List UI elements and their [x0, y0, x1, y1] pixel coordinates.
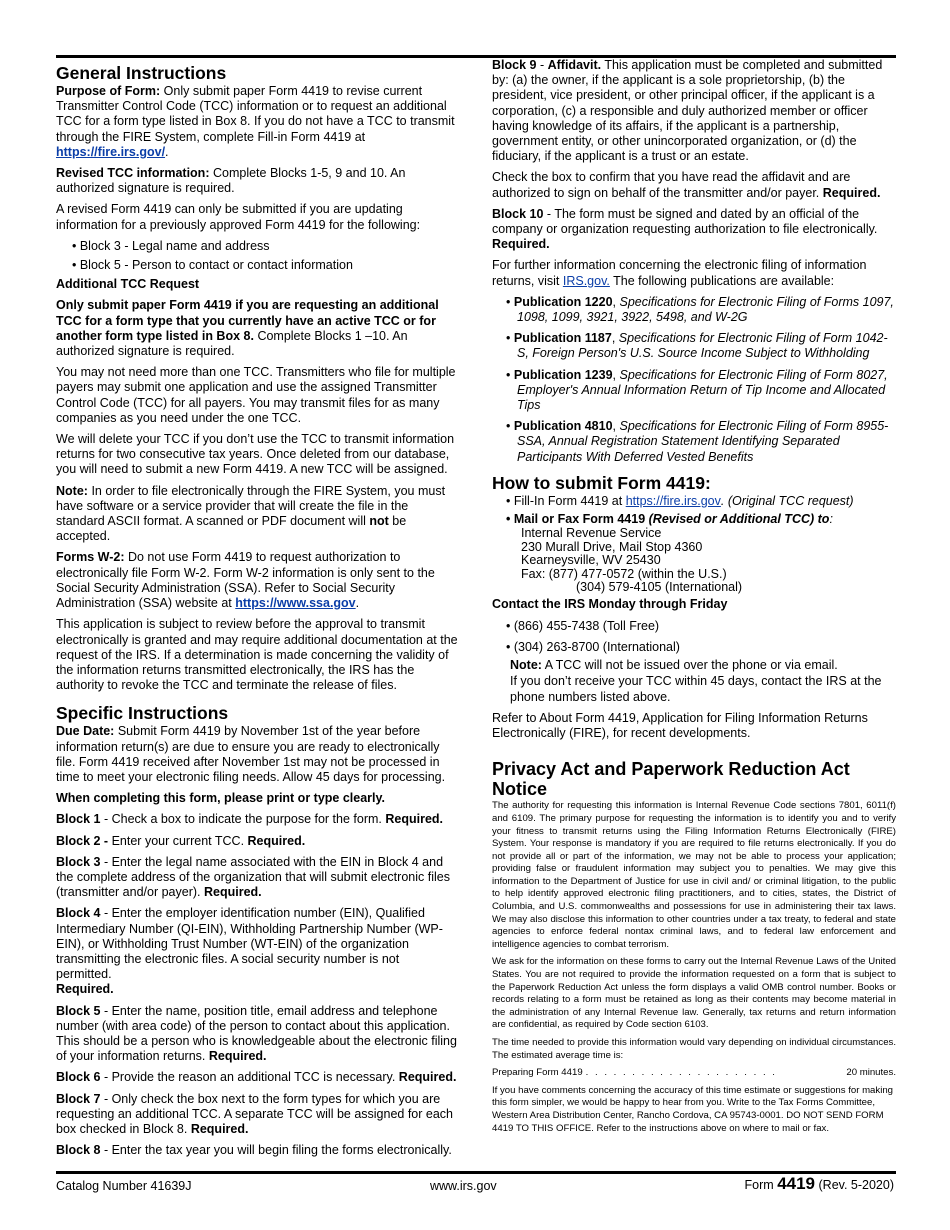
revised-paragraph: Revised TCC information: Complete Blocks 1-5, 9 and 10. An authorized signature is required. [56, 166, 406, 196]
review-paragraph: This application is subject to review before the approval to transmit electronically is granted and may require additional documentation at the request of the IRS. If a determination is made concerning the validity of the information returns transmitted electronically, the IRS has the authority to revoke the TCC and terminate the release of files. [56, 617, 458, 693]
note-paragraph: Note: In order to file electronically through the FIRE System, you must have software or a service provider that will create the file in the standard ASCII format. A scanned or PDF document will not be accepted. [56, 483, 446, 544]
additional-tcc-heading: Additional TCC Request [56, 277, 200, 292]
forms-w2-paragraph: Forms W-2: Do not use Form 4419 to request authorization to electronically file Form W-2. Form W-2 information is only sent to the Social Security Administration (SSA). Refer to Social Security Administration (SSA) website at https://www.ssa.gov. [56, 550, 435, 611]
contact-heading: Contact the IRS Monday through Friday [492, 597, 728, 612]
block-4-paragraph: Block 4 - Enter the employer identification number (EIN), Qualified Intermediary Number (QI-EIN), Withholding Partnership Number (WP-EIN), or Withholding Trust Number (WT-EIN) of the organization transmitting the electronic files. A social security number is not permitted. Required. [56, 906, 443, 997]
list-item: • Mail or Fax Form 4419 (Revised or Additional TCC) to: Internal Revenue Service 230 Murall Drive, Mail Stop 4360 Kearneysville, WV 25430 Fax: (877) 477-0572 (within the U.S.) (304) 579-4105 (International) [506, 512, 896, 594]
privacy-paragraph-4: If you have comments concerning the accuracy of this time estimate or suggestions for making this form simpler, we would be happy to hear from you. Write to the Tax Forms Committee, Western Area Distribution Center, Rancho Cordova, CA 95743-0001. DO NOT SEND FORM 4419 TO THIS OFFICE. Refer to the instructions above on where to mail or fax. [492, 1084, 893, 1134]
privacy-paragraph-3: The time needed to provide this information would vary depending on individual circumstances. The estimated average time is: [492, 1037, 896, 1061]
general-instructions-heading: General Instructions [56, 63, 227, 83]
block-5-paragraph: Block 5 - Enter the name, position title, email address and telephone number (with area code) of the person to contact about this application. This should be a person who is knowledgeable about the electronic filing of your information returns. Required. [56, 1003, 457, 1064]
privacy-paragraph-2: We ask for the information on these forms to carry out the Internal Revenue Laws of the United States. You are not required to provide the information requested on a form that is subject to the Paperwork Reduction Act unless the form displays a valid OMB control number. Books or records relating to a form must be retained as long as their contents may become material in the administration of any Internal Revenue law. Generally, tax returns and return information are confidential, as required by Code section 6103. [492, 956, 896, 1031]
list-item: • Publication 1187, Specifications for Electronic Filing of Form 1042-S, Foreign Person's U.S. Source Income Subject to Withholding [506, 331, 888, 361]
check-box-paragraph: Check the box to confirm that you have read the affidavit and are authorized to sign on behalf of the transmitter and/or payer. Required. [492, 170, 881, 200]
list-item: • Publication 1220, Specifications for Electronic Filing of Forms 1097, 1098, 1099, 3921, 3922, 5498, and W-2G [506, 294, 894, 325]
block-2-paragraph: Block 2 - Enter your current TCC. Required. [56, 833, 306, 848]
how-to-submit-heading: How to submit Form 4419: [492, 472, 711, 493]
left-column [56, 58, 458, 1164]
block-9-paragraph: Block 9 - Affidavit. This application must be completed and submitted by: (a) the owner, if the applicant is a sole proprietorship, (b) the president, vice president, or other principal officer, if the applicant is a corporation, (c) a responsible and duly authorized member or officer having knowledge of its affairs, if the applicant is a partnership, government entity, or other unincorporated organization, or (d) the fiduciary, if the applicant is a trust or an estate. [492, 58, 883, 164]
block-6-paragraph: Block 6 - Provide the reason an additional TCC is necessary. Required. [56, 1070, 457, 1085]
refer-paragraph: Refer to About Form 4419, Application for Filing Information Returns Electronically (FIRE), for recent developments. [492, 710, 868, 741]
irs-gov-link[interactable]: IRS.gov. [562, 273, 610, 288]
fire-fillin-link[interactable]: https://fire.irs.gov [625, 493, 721, 508]
time-estimate-row: Preparing Form 4419 . . . . . . . . . . . . . . . . . . . . . 20 minutes. [492, 1067, 896, 1079]
additional-tcc-paragraph: Only submit paper Form 4419 if you are requesting an additional TCC for a form type that you currently have an active TCC or for another form type listed in Box 8. Complete Blocks 1 –10. An authorized signature is required. [56, 298, 439, 359]
right-column [492, 58, 896, 1139]
privacy-act-heading: Privacy Act and Paperwork Reduction Act Notice [492, 759, 850, 800]
block-10-paragraph: Block 10 - The form must be signed and dated by an official of the company or organization requesting authorization to file electronically. Required. [492, 206, 878, 252]
phone-list [492, 619, 896, 655]
delete-tcc-paragraph: We will delete your TCC if you don’t use the TCC to transmit information returns for two consecutive tax years. Once deleted from our database, you will need to submit a new Form 4419. A new TCC will be assigned. [56, 432, 455, 477]
block-3-paragraph: Block 3 - Enter the legal name associated with the EIN in Block 4 and the complete address of the organization that will submit electronic files (transmitter and/or payer). Required. [56, 854, 450, 900]
list-item: • Fill-In Form 4419 at https://fire.irs.gov. (Original TCC request) [506, 493, 854, 508]
list-item: • (304) 263-8700 (International) [506, 639, 680, 654]
ssa-link[interactable]: https://www.ssa.gov [235, 596, 356, 611]
block-8-paragraph: Block 8 - Enter the tax year you will begin filing the forms electronically. [56, 1143, 452, 1158]
purpose-paragraph: Purpose of Form: Only submit paper Form 4419 to revise current Transmitter Control Code (TCC) information or to request an additional TCC for a form type listed in Box 8. If you do not have a TCC to transmit through the FIRE System, complete Fill-in Form 4419 at https://fire.irs.gov/. [56, 84, 455, 159]
revised-block-list [56, 239, 458, 273]
submit-methods-list [492, 494, 896, 594]
phone-note: Note: A TCC will not be issued over the phone or via email. If you don’t receive your TCC within 45 days, contact the IRS at the phone numbers listed above. [510, 657, 882, 704]
block-1-paragraph: Block 1 - Check a box to indicate the purpose for the form. Required. [56, 812, 444, 827]
fire-link[interactable]: https://fire.irs.gov/ [56, 144, 166, 159]
form-identifier: Form 4419 (Rev. 5-2020) [744, 1174, 894, 1193]
block-7-paragraph: Block 7 - Only check the box next to the form types for which you are requesting an additional TCC. A separate TCC will be assigned for each box checked in Block 8. Required. [56, 1091, 453, 1136]
catalog-number: Catalog Number 41639J [56, 1179, 192, 1193]
list-item: • Publication 1239, Specifications for Electronic Filing of Form 8027, Employer's Annual Information Return of Tip Income and Allocated Tips [506, 367, 888, 413]
print-clearly-text: When completing this form, please print or type clearly. [56, 791, 385, 806]
one-tcc-paragraph: You may not need more than one TCC. Transmitters who file for multiple payers may submit one application and use the assigned Transmitter Control Code (TCC) for all payers. You may transmit files for as many companies as you need under the one TCC. [56, 365, 456, 425]
privacy-paragraph-1: The authority for requesting this information is Internal Revenue Code sections 7801, 6011(f) and 6109. The primary purpose for requesting the information is to identify you and to verify your fitness to transmit returns using the Filing Information Returns Electronically (FIRE) System. Your response is mandatory if you are required to file returns electronically. If you do not provide all or part of the information, we may not be able to process your application; providing false or fraudulent information may subject you to penalties. We may give this information to the Department of Justice for use in civil and/ or criminal litigation, to the public to help identify approved electronic filing practitioners, and to cities, states, the District of Columbia, and U.S. commonwealths and possessions for use in administering their tax laws. We may also disclose this information to other countries under a tax treaty, to federal and state agencies to enforce federal nontax criminal laws, and to federal law enforcement and intelligence agencies to combat terrorism. [492, 800, 896, 950]
list-item: • (866) 455-7438 (Toll Free) [506, 618, 660, 633]
further-info-paragraph: For further information concerning the electronic filing of information returns, visit IRS.gov. The following publications are available: [492, 258, 867, 288]
mailing-address: Internal Revenue Service 230 Murall Drive, Mail Stop 4360 Kearneysville, WV 25430 Fax: (877) 477-0572 (within the U.S.) (304) 579-4105 (International) [521, 526, 743, 594]
due-date-paragraph: Due Date: Submit Form 4419 by November 1st of the year before information return(s) are due to ensure you are ready to electronically file. Form 4419 received after November 1st may not be processed in time to meet your electronic filing needs. Allow 45 days for processing. [56, 724, 446, 784]
publications-list [492, 295, 896, 465]
list-item: • Block 5 - Person to contact or contact information [72, 258, 353, 273]
list-item: • Publication 4810, Specifications for Electronic Filing of Form 8955-SSA, Annual Registration Statement Identifying Separated Participants With Deferred Vested Benefits [506, 419, 889, 464]
revised-only-paragraph: A revised Form 4419 can only be submitted if you are updating information for a previously approved Form 4419 for the following: [56, 202, 421, 232]
list-item: • Block 3 - Legal name and address [72, 238, 270, 253]
specific-instructions-heading: Specific Instructions [56, 703, 229, 724]
irs-website: www.irs.gov [430, 1179, 497, 1193]
